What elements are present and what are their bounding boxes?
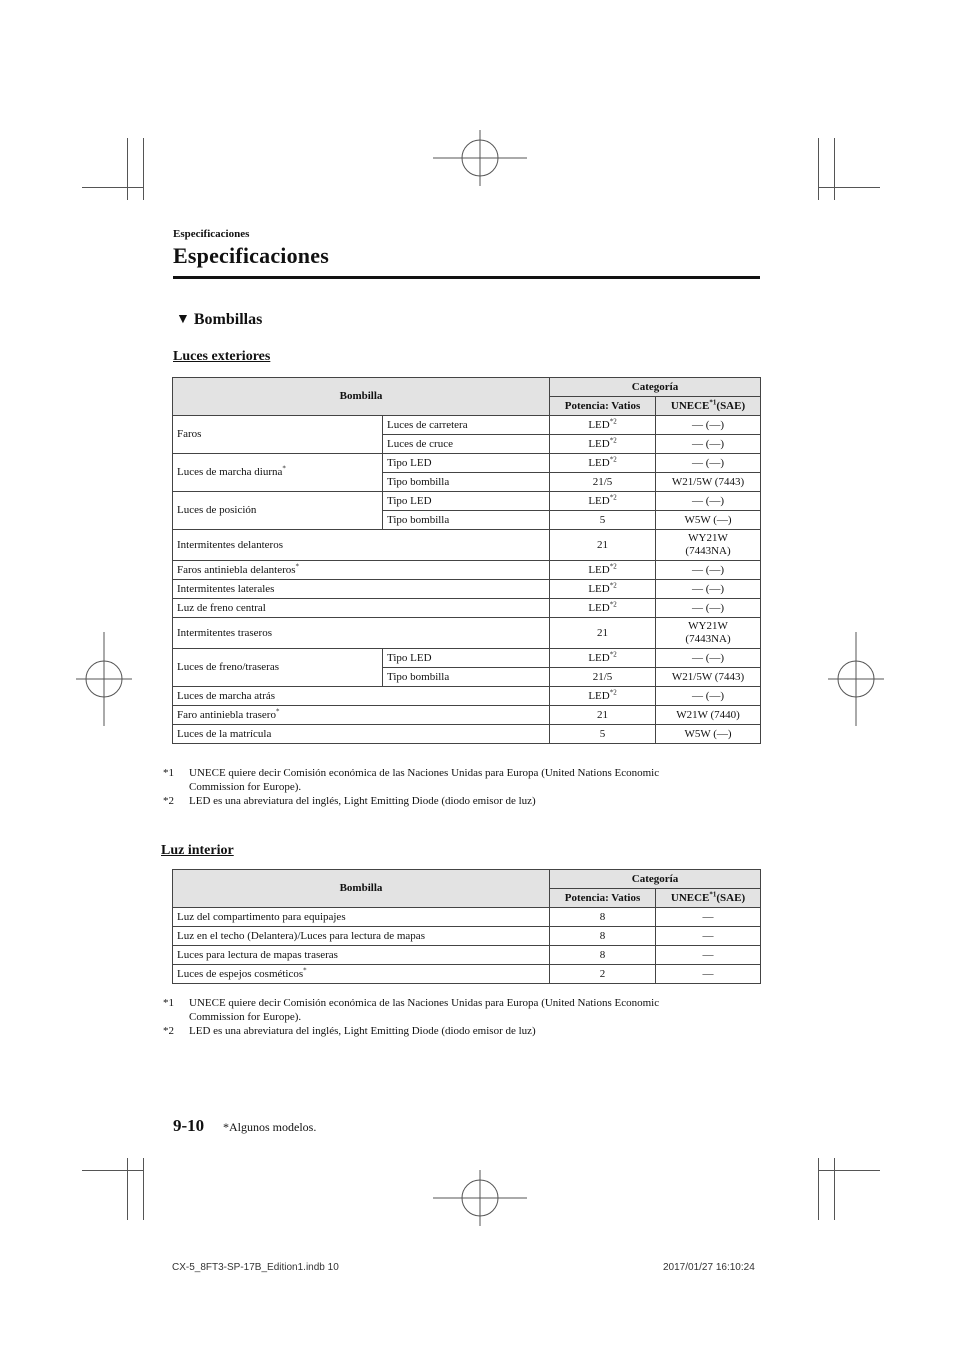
page-title: Especificaciones — [173, 243, 329, 268]
header-wattage: Potencia: Vatios — [550, 889, 656, 908]
header-divider — [173, 276, 760, 279]
header-unece: UNECE$^{*1}$(SAE) — [656, 397, 761, 416]
table-row: Luces de cruce LED$^{*2}$ — (—) — [173, 435, 761, 454]
registration-mark-bottom — [433, 1170, 527, 1226]
interior-notes: *1 UNECE quiere decir Comisión económica de las Naciones Unidas para Europa (United Nations Economic Commission for Europe). *2 LED es una abreviatura del inglés, Light Emitting Diode (diodo emisor de luz) — [163, 997, 660, 1037]
header-unece: UNECE$^{*1}$(SAE) — [656, 889, 761, 908]
interior-lights-table — [172, 869, 761, 984]
table-row: Luz de freno central LED$^{*2}$ — (—) — [173, 599, 761, 618]
section-label: Especificaciones — [173, 228, 250, 240]
section-heading — [176, 311, 262, 329]
exterior-notes: *1 UNECE quiere decir Comisión económica de las Naciones Unidas para Europa (United Nations Economic Commission for Europe). *2 LED es una abreviatura del inglés, Light Emitting Diode (diodo emisor de luz) — [163, 767, 660, 807]
table-row: Faros antiniebla delanteros* LED$^{*2}$ — (—) — [173, 561, 761, 580]
registration-mark-top — [433, 130, 527, 186]
page-number: 9-10 — [173, 1116, 205, 1135]
interior-subtitle: Luz interior — [161, 843, 234, 858]
print-filename: CX-5_8FT3-SP-17B_Edition1.indb 10 — [172, 1262, 339, 1273]
table-row: Faro antiniebla trasero* 21 W21W (7440) — [173, 706, 761, 725]
table-row: Tipo bombilla 5 W5W (—) — [173, 511, 761, 530]
registration-mark-left — [76, 632, 132, 726]
table-row: Intermitentes laterales LED$^{*2}$ — (—) — [173, 580, 761, 599]
table-row: Faros Luces de carretera LED$^{*2}$ — (—) — [173, 416, 761, 435]
models-footnote: *Algunos modelos. — [223, 1120, 317, 1134]
table-row: Luz del compartimento para equipajes 8 — — [173, 908, 761, 927]
table-row: Luces de freno/traseras Tipo LED LED$^{*2}$ — (—) — [173, 649, 761, 668]
triangle-down-icon: ▼ — [176, 312, 190, 327]
table-row: Tipo bombilla 21/5 W21/5W (7443) — [173, 473, 761, 492]
table-row: Luces para lectura de mapas traseras 8 — — [173, 946, 761, 965]
table-row: Intermitentes traseros 21 WY21W (7443NA) — [173, 618, 761, 649]
header-category: Categoría — [550, 870, 761, 889]
table-row: Tipo bombilla 21/5 W21/5W (7443) — [173, 668, 761, 687]
table-row: Luces de marcha atrás LED$^{*2}$ — (—) — [173, 687, 761, 706]
table-row: Intermitentes delanteros 21 WY21W (7443NA) — [173, 530, 761, 561]
print-timestamp: 2017/01/27 16:10:24 — [663, 1262, 755, 1273]
table-row: Luces de marcha diurna* Tipo LED LED$^{*2}$ — (—) — [173, 454, 761, 473]
header-bulb: Bombilla — [173, 378, 550, 416]
table-row: Luces de posición Tipo LED LED$^{*2}$ — (—) — [173, 492, 761, 511]
table-row: Luces de espejos cosméticos* 2 — — [173, 965, 761, 984]
header-wattage: Potencia: Vatios — [550, 397, 656, 416]
section-heading-text: Bombillas — [193, 311, 263, 328]
table-row: Luces de la matrícula 5 W5W (—) — [173, 725, 761, 744]
header-category: Categoría — [550, 378, 761, 397]
exterior-subtitle: Luces exteriores — [173, 349, 271, 364]
table-row: Luz en el techo (Delantera)/Luces para lectura de mapas 8 — — [173, 927, 761, 946]
registration-mark-right — [828, 632, 884, 726]
exterior-lights-table — [172, 377, 761, 744]
header-bulb: Bombilla — [173, 870, 550, 908]
